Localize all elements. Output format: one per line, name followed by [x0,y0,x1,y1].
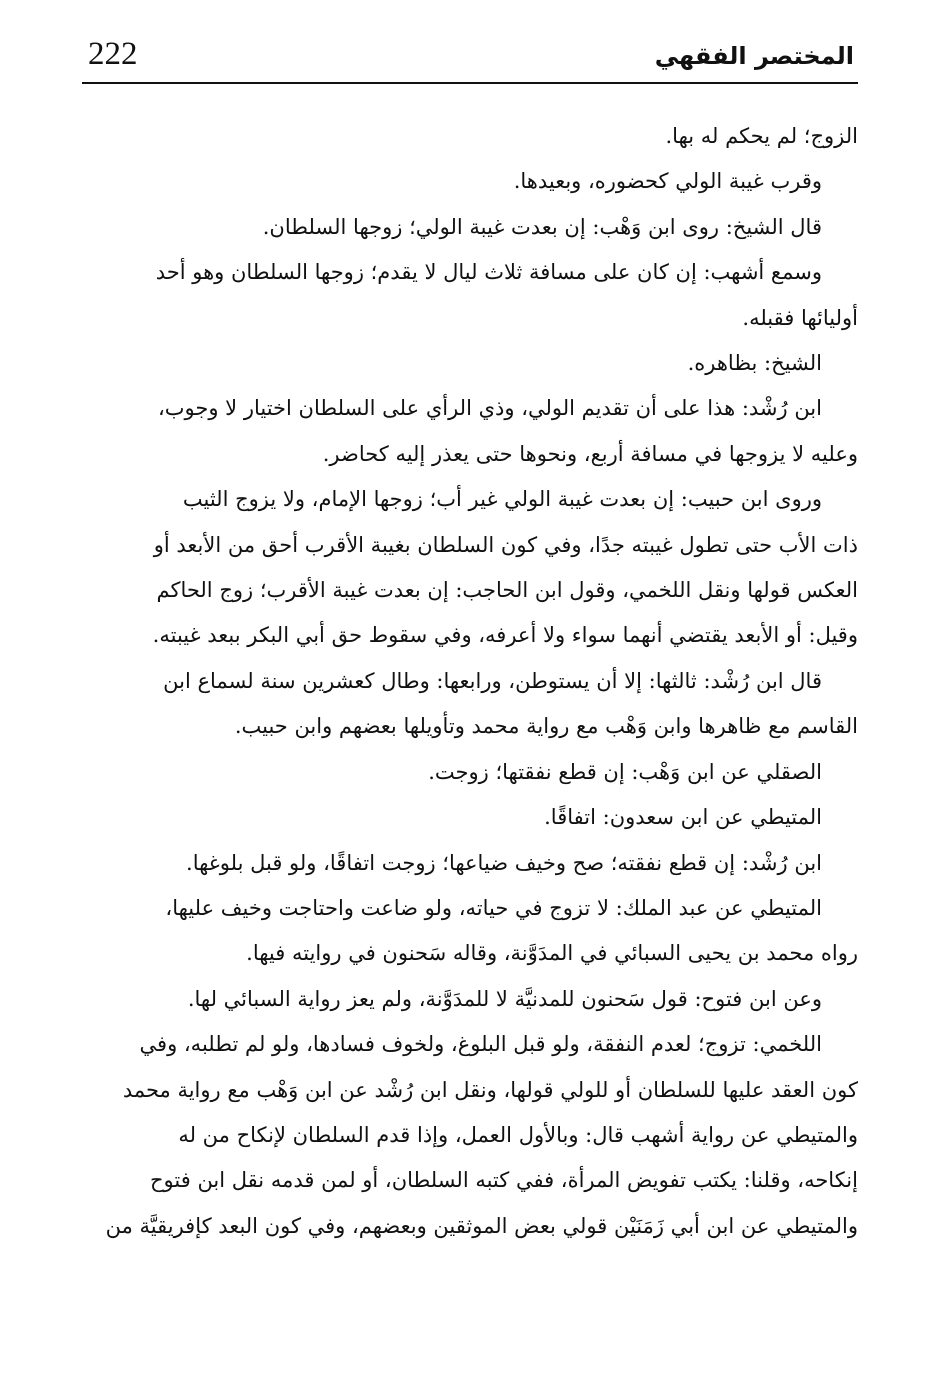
text-line: الصقلي عن ابن وَهْب: إن قطع نفقتها؛ زوجت. [428,759,822,784]
text-line: المتيطي عن عبد الملك: لا تزوج في حياته، ولو ضاعت واحتاجت وخيف عليها، [165,895,822,920]
text-line: إنكاحه، وقلنا: يكتب تفويض المرأة، ففي كتبه السلطان، أو لمن قدمه نقل ابن فتوح [149,1168,858,1193]
book-title: المختصر الفقهي [654,42,854,70]
text-line: كون العقد عليها للسلطان أو للولي قولها، ونقل ابن رُشْد عن ابن وَهْب مع رواية محمد [122,1077,858,1102]
text-line: القاسم مع ظاهرها وابن وَهْب مع رواية محمد وتأويلها بعضهم وابن حبيب. [234,714,858,739]
text-line: اللخمي: تزوج؛ لعدم النفقة، ولو قبل البلوغ، ولخوف فسادها، ولو لم تطلبه، وفي [139,1032,822,1057]
text-line: الزوج؛ لم يحكم له بها. [665,124,858,148]
page-number: 222 [88,36,138,72]
text-line: ابن رُشْد: إن قطع نفقته؛ صح وخيف ضياعها؛ زوجت اتفاقًا، ولو قبل بلوغها. [186,850,822,875]
header-divider [82,82,858,84]
text-line: وقرب غيبة الولي كحضوره، وبعيدها. [513,169,822,194]
text-line: الشيخ: بظاهره. [687,351,822,376]
text-line: المتيطي عن ابن سعدون: اتفاقًا. [544,805,822,830]
page-header [82,28,858,84]
text-line: قال ابن رُشْد: ثالثها: إلا أن يستوطن، ورابعها: وطال كعشرين سنة لسماع ابن [163,668,822,693]
text-line: وقيل: أو الأبعد يقتضي أنهما سواء ولا أعرفه، وفي سقوط حق أبي البكر ببعد غيبته. [152,623,858,648]
text-line: وعليه لا يزوجها في مسافة أربع، ونحوها حتى يعذر إليه كحاضر. [322,441,858,466]
text-line: العكس قولها ونقل اللخمي، وقول ابن الحاجب: إن بعدت غيبة الأقرب؛ زوج الحاكم [156,578,858,603]
text-line: والمتيطي عن رواية أشهب قال: وبالأول العمل، وإذا قدم السلطان لإنكاح من له [178,1122,858,1147]
text-line: أوليائها فقبله. [742,305,858,330]
text-line: وسمع أشهب: إن كان على مسافة ثلاث ليال لا يقدم؛ زوجها السلطان وهو أحد [155,260,822,285]
text-line: والمتيطي عن ابن أبي زَمَنَيْن قولي بعض الموثقين وبعضهم، وفي كون البعد كإفريقيَّة من [105,1213,858,1238]
text-line: وعن ابن فتوح: قول سَحنون للمدنيَّة لا للمدَوَّنة، ولم يعز رواية السبائي لها. [187,986,822,1011]
text-line: ذات الأب حتى تطول غيبته جدًا، وفي كون السلطان بغيبة الأقرب أحق من الأبعد أو [153,532,858,557]
text-line: وروى ابن حبيب: إن بعدت غيبة الولي غير أب؛ زوجها الإمام، ولا يزوج الثيب [182,487,822,512]
text-line: ابن رُشْد: هذا على أن تقديم الولي، وذي الرأي على السلطان اختيار لا وجوب، [157,396,822,421]
text-line: قال الشيخ: روى ابن وَهْب: إن بعدت غيبة الولي؛ زوجها السلطان. [262,214,822,239]
text-line: رواه محمد بن يحيى السبائي في المدَوَّنة، وقاله سَحنون في روايته فيها. [246,941,858,966]
body-text [82,114,858,1249]
